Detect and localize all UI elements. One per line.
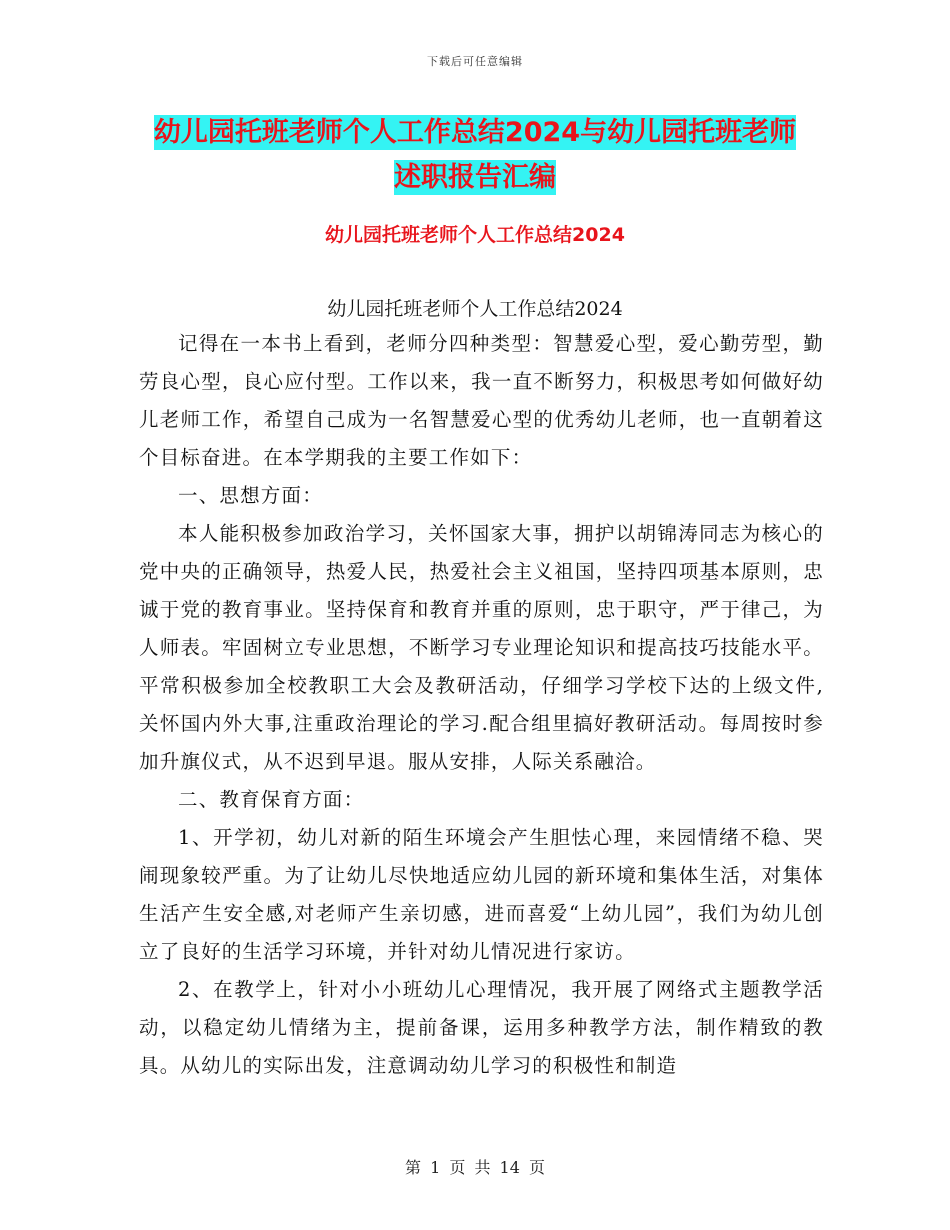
paragraph-education-2: 2、在教学上，针对小小班幼儿心理情况，我开展了网络式主题教学活动，以稳定幼儿情绪为主，提前备课，运用多种教学方法，制作精致的教具。从幼儿的实际出发，注意调动幼儿学习的积极性和制造 (139, 978, 824, 1077)
document-title (0, 110, 950, 200)
section-title: 幼儿园托班老师个人工作总结2024 (325, 224, 625, 246)
paragraph-thought: 本人能积极参加政治学习，关怀国家大事，拥护以胡锦涛同志为核心的党中央的正确领导，热爱人民，热爱社会主义祖国，坚持四项基本原则，忠诚于党的教育事业。坚持保育和教育并重的原则，忠于职守，严于律己，为人师表。牢固树立专业思想，不断学习专业理论知识和提高技巧技能水平。平常积极参加全校教职工大会及教研活动，仔细学习学校下达的上级文件,关怀国内外大事,注重政治理论的学习.配合组里搞好教研活动。每周按时参加升旗仪式，从不迟到早退。服从安排，人际关系融洽。 (139, 522, 824, 773)
heading-education: 二、教育保育方面： (178, 788, 365, 811)
sub-title: 幼儿园托班老师个人工作总结2024 (327, 298, 623, 320)
page-number: 第 1 页 共 14 页 (405, 1158, 545, 1177)
paragraph-education-1: 1、开学初，幼儿对新的陌生环境会产生胆怯心理，来园情绪不稳、哭闹现象较严重。为了让幼儿尽快地适应幼儿园的新环境和集体生活，对集体生活产生安全感,对老师产生亲切感，进而喜爱“上幼儿园”，我们为幼儿创立了良好的生活学习环境，并针对幼儿情况进行家访。 (139, 826, 824, 963)
document-body (139, 325, 824, 1085)
paragraph-intro: 记得在一本书上看到，老师分四种类型：智慧爱心型，爱心勤劳型，勤劳良心型，良心应付型。工作以来，我一直不断努力，积极思考如何做好幼儿老师工作，希望自己成为一名智慧爱心型的优秀幼儿老师，也一直朝着这个目标奋进。在本学期我的主要工作如下： (139, 332, 824, 469)
heading-thought: 一、思想方面： (178, 484, 323, 507)
page-header-note: 下载后可任意编辑 (427, 55, 523, 68)
document-title-line-2: 述职报告汇编 (394, 162, 556, 193)
document-title-line-1: 幼儿园托班老师个人工作总结2024与幼儿园托班老师 (153, 117, 797, 148)
